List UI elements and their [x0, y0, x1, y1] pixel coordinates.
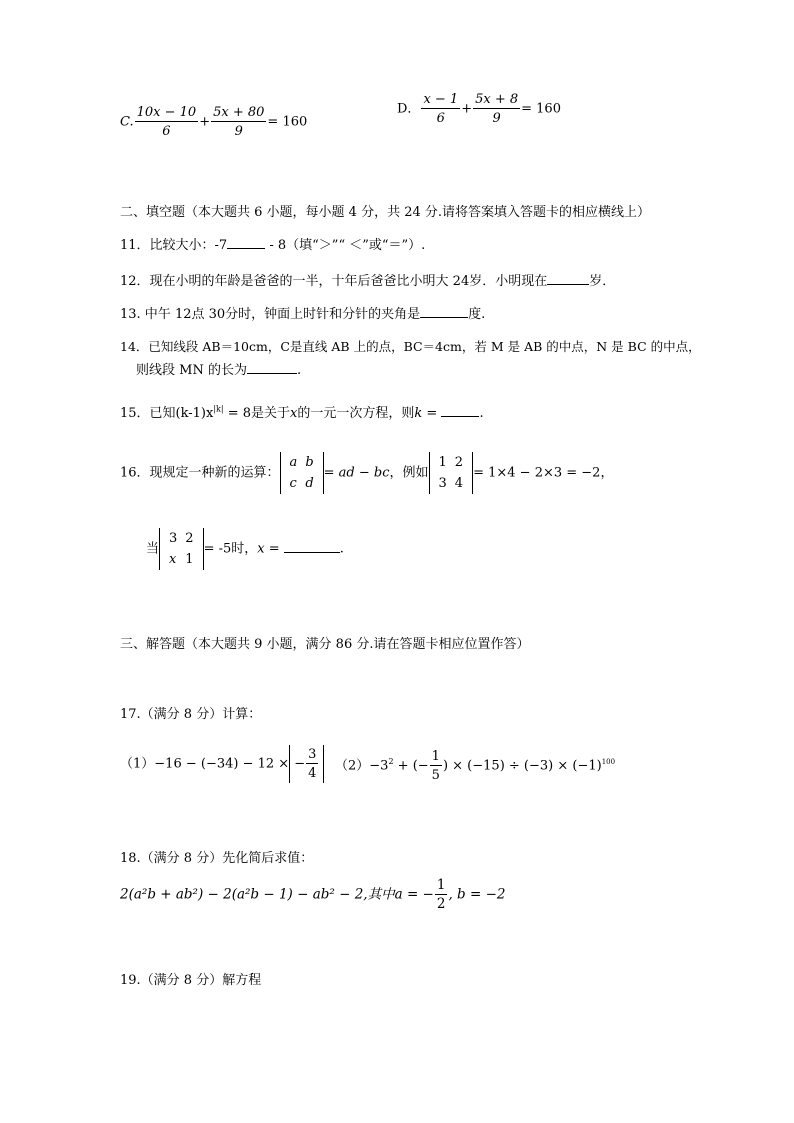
- question-18-expression: 2(a²b + ab²) − 2(a²b − 1) − ab² − 2,其中a = − $\frac{1}{2}$ , b = −2: [120, 877, 506, 912]
- question-17-part-1: （1）−16 − (−34) − 12 × − $\frac{3}{4}$: [120, 745, 324, 783]
- option-d: D． $\frac{x - 1}{6}$ + $\frac{5x + 8}{9}$ = 160: [397, 92, 561, 126]
- answer-blank-13[interactable]: [420, 303, 468, 318]
- question-18-title: 18.（满分 8 分）先化简后求值：: [120, 851, 314, 866]
- answer-blank-12[interactable]: [547, 270, 589, 285]
- answer-blank-15[interactable]: [441, 402, 479, 417]
- question-17-title: 17.（满分 8 分）计算：: [120, 707, 262, 722]
- question-15: 15．已知$(k-1)x^{|k|} = 8$是关于x的一元一次方程，则k = .: [120, 402, 484, 421]
- determinant-condition: 3 2 x 1: [159, 528, 204, 570]
- question-11: 11．比较大小：-7 - 8（填“＞”“ ＜”或“＝”）.: [120, 234, 425, 253]
- answer-blank-14[interactable]: [247, 359, 297, 374]
- option-c: C. $\frac{10x - 10}{6}$ + $\frac{5x + 80}{9}$ = 160: [120, 105, 308, 139]
- question-17-part-2: $(2)-3^2$ + (− $\frac{1}{5}$ ) × $(-15) \div (-3) \times (-1)^{100}$: [335, 749, 616, 783]
- option-c-label: C.: [120, 114, 134, 130]
- determinant-definition: a b c d: [280, 452, 324, 494]
- question-14-line-2: 则线段 MN 的长为 .: [136, 359, 301, 378]
- question-14-line-1: 14．已知线段 AB＝10cm，C是直线 AB 上的点，BC＝4cm，若 M 是 AB 的中点，N 是 BC 的中点，: [120, 339, 701, 354]
- question-13: 13. 中午 12点 30分时，钟面上时针和分针的夹角是 度.: [120, 303, 485, 322]
- option-d-fraction-2: $\frac{5x + 8}{9}$: [475, 92, 519, 126]
- question-16-line-2: 当 3 2 x 1 = -5时，x = .: [146, 528, 344, 570]
- question-12: 12．现在小明的年龄是爸爸的一半，十年后爸爸比小明大 24岁．小明现在 岁．: [120, 270, 615, 289]
- section-3-heading: 三、解答题（本大题共 9 小题，满分 86 分.请在答题卡相应位置作答）: [120, 637, 530, 652]
- answer-blank-16[interactable]: [284, 538, 340, 553]
- q15-expression: $(k-1)x^{|k|}$: [175, 404, 224, 421]
- option-d-fraction-1: $\frac{x - 1}{6}$: [423, 92, 459, 126]
- option-d-label: D．: [397, 101, 421, 117]
- option-c-fraction-1: $\frac{10x - 10}{6}$: [136, 105, 197, 139]
- question-19-title: 19.（满分 8 分）解方程: [120, 973, 262, 988]
- absolute-value: − $\frac{3}{4}$: [289, 745, 324, 783]
- option-c-fraction-2: $\frac{5x + 80}{9}$: [213, 105, 265, 139]
- determinant-example: 1 2 3 4: [429, 452, 474, 494]
- section-2-heading: 二、填空题（本大题共 6 小题，每小题 4 分，共 24 分.请将答案填入答题卡的相应横线上）: [120, 205, 651, 220]
- question-16-line-1: 16．现规定一种新的运算： a b c d = ad − bc，例如 1 2 3 4 = 1×4 − 2×3 = −2，: [120, 452, 613, 494]
- answer-blank-11[interactable]: [227, 234, 265, 249]
